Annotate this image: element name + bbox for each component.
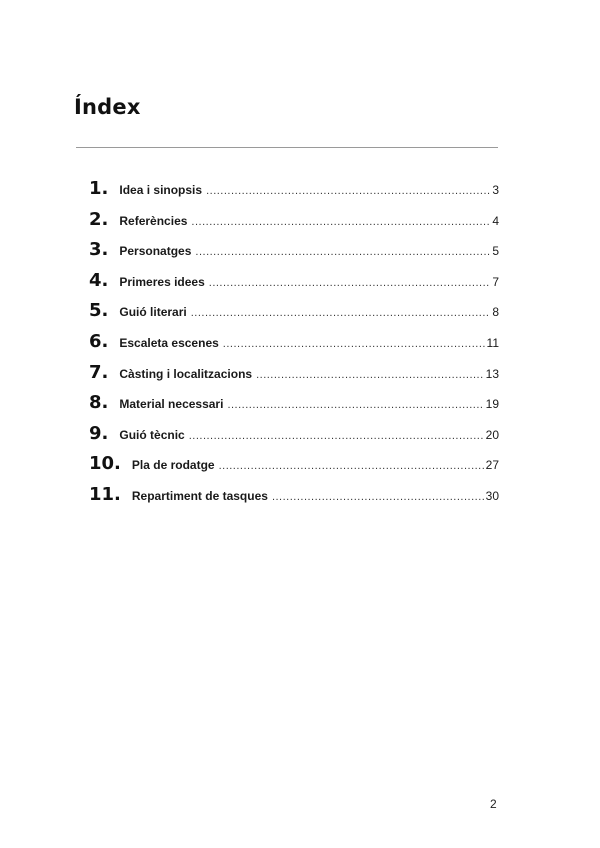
toc-dot-leader	[195, 246, 490, 258]
toc-item-number: 6.	[89, 330, 109, 352]
toc-item-label: Guió literari	[119, 305, 187, 320]
title-divider	[76, 147, 498, 148]
toc-item-page: 27	[485, 458, 499, 473]
toc-dot-leader	[206, 185, 490, 197]
toc-item-label: Primeres idees	[119, 274, 205, 289]
toc-dot-leader	[209, 277, 491, 289]
toc-dot-leader	[223, 338, 485, 350]
toc-item-page: 7	[492, 274, 499, 289]
toc-item-page: 19	[485, 397, 499, 412]
toc-dot-leader	[189, 430, 484, 442]
toc-item-number: 9.	[89, 422, 109, 444]
toc-item-1[interactable]	[89, 178, 499, 209]
toc-item-page: 20	[485, 427, 499, 442]
toc-item-label: Repartiment de tasques	[131, 488, 268, 503]
toc-dot-leader	[256, 369, 484, 381]
toc-item-number: 2.	[89, 208, 109, 230]
toc-item-11[interactable]	[89, 484, 499, 515]
toc-item-8[interactable]	[89, 392, 499, 423]
toc-dot-leader	[272, 491, 484, 503]
toc-item-label: Personatges	[119, 244, 192, 259]
toc-dot-leader	[219, 460, 484, 472]
toc-item-page: 3	[492, 183, 499, 197]
toc-item-3[interactable]	[89, 239, 499, 270]
toc-item-number: 3.	[89, 239, 109, 261]
toc-item-label: Escaleta escenes	[119, 335, 219, 350]
toc-item-7[interactable]	[89, 362, 499, 393]
toc-item-label: Guió tècnic	[119, 427, 185, 442]
toc-item-page: 8	[492, 305, 499, 320]
toc-item-label: Càsting i localitzacions	[119, 366, 253, 381]
table-of-contents	[89, 178, 499, 515]
toc-item-page: 4	[492, 213, 499, 228]
toc-item-number: 7.	[89, 361, 109, 383]
page-title: Índex	[74, 95, 141, 119]
toc-item-label: Idea i sinopsis	[119, 183, 203, 197]
toc-dot-leader	[227, 399, 483, 411]
toc-item-5[interactable]	[89, 300, 499, 331]
toc-item-page: 11	[486, 335, 499, 350]
toc-item-number: 8.	[89, 392, 109, 414]
toc-item-label: Pla de rodatge	[131, 458, 215, 473]
toc-item-number: 4.	[89, 269, 109, 291]
toc-item-2[interactable]	[89, 209, 499, 240]
toc-item-4[interactable]	[89, 270, 499, 301]
toc-item-9[interactable]	[89, 423, 499, 454]
toc-item-page: 13	[485, 366, 499, 381]
toc-item-number: 10.	[89, 453, 121, 475]
page-number: 2	[490, 797, 497, 811]
toc-item-number: 5.	[89, 300, 109, 322]
toc-item-page: 5	[492, 244, 499, 259]
toc-item-number: 11.	[89, 483, 121, 505]
toc-dot-leader	[191, 216, 490, 228]
toc-item-label: Material necessari	[119, 397, 224, 412]
toc-item-number: 1.	[89, 178, 109, 199]
toc-item-6[interactable]	[89, 331, 499, 362]
toc-item-10[interactable]	[89, 453, 499, 484]
toc-item-label: Referències	[119, 213, 188, 228]
toc-dot-leader	[191, 307, 491, 319]
toc-item-page: 30	[485, 488, 499, 503]
